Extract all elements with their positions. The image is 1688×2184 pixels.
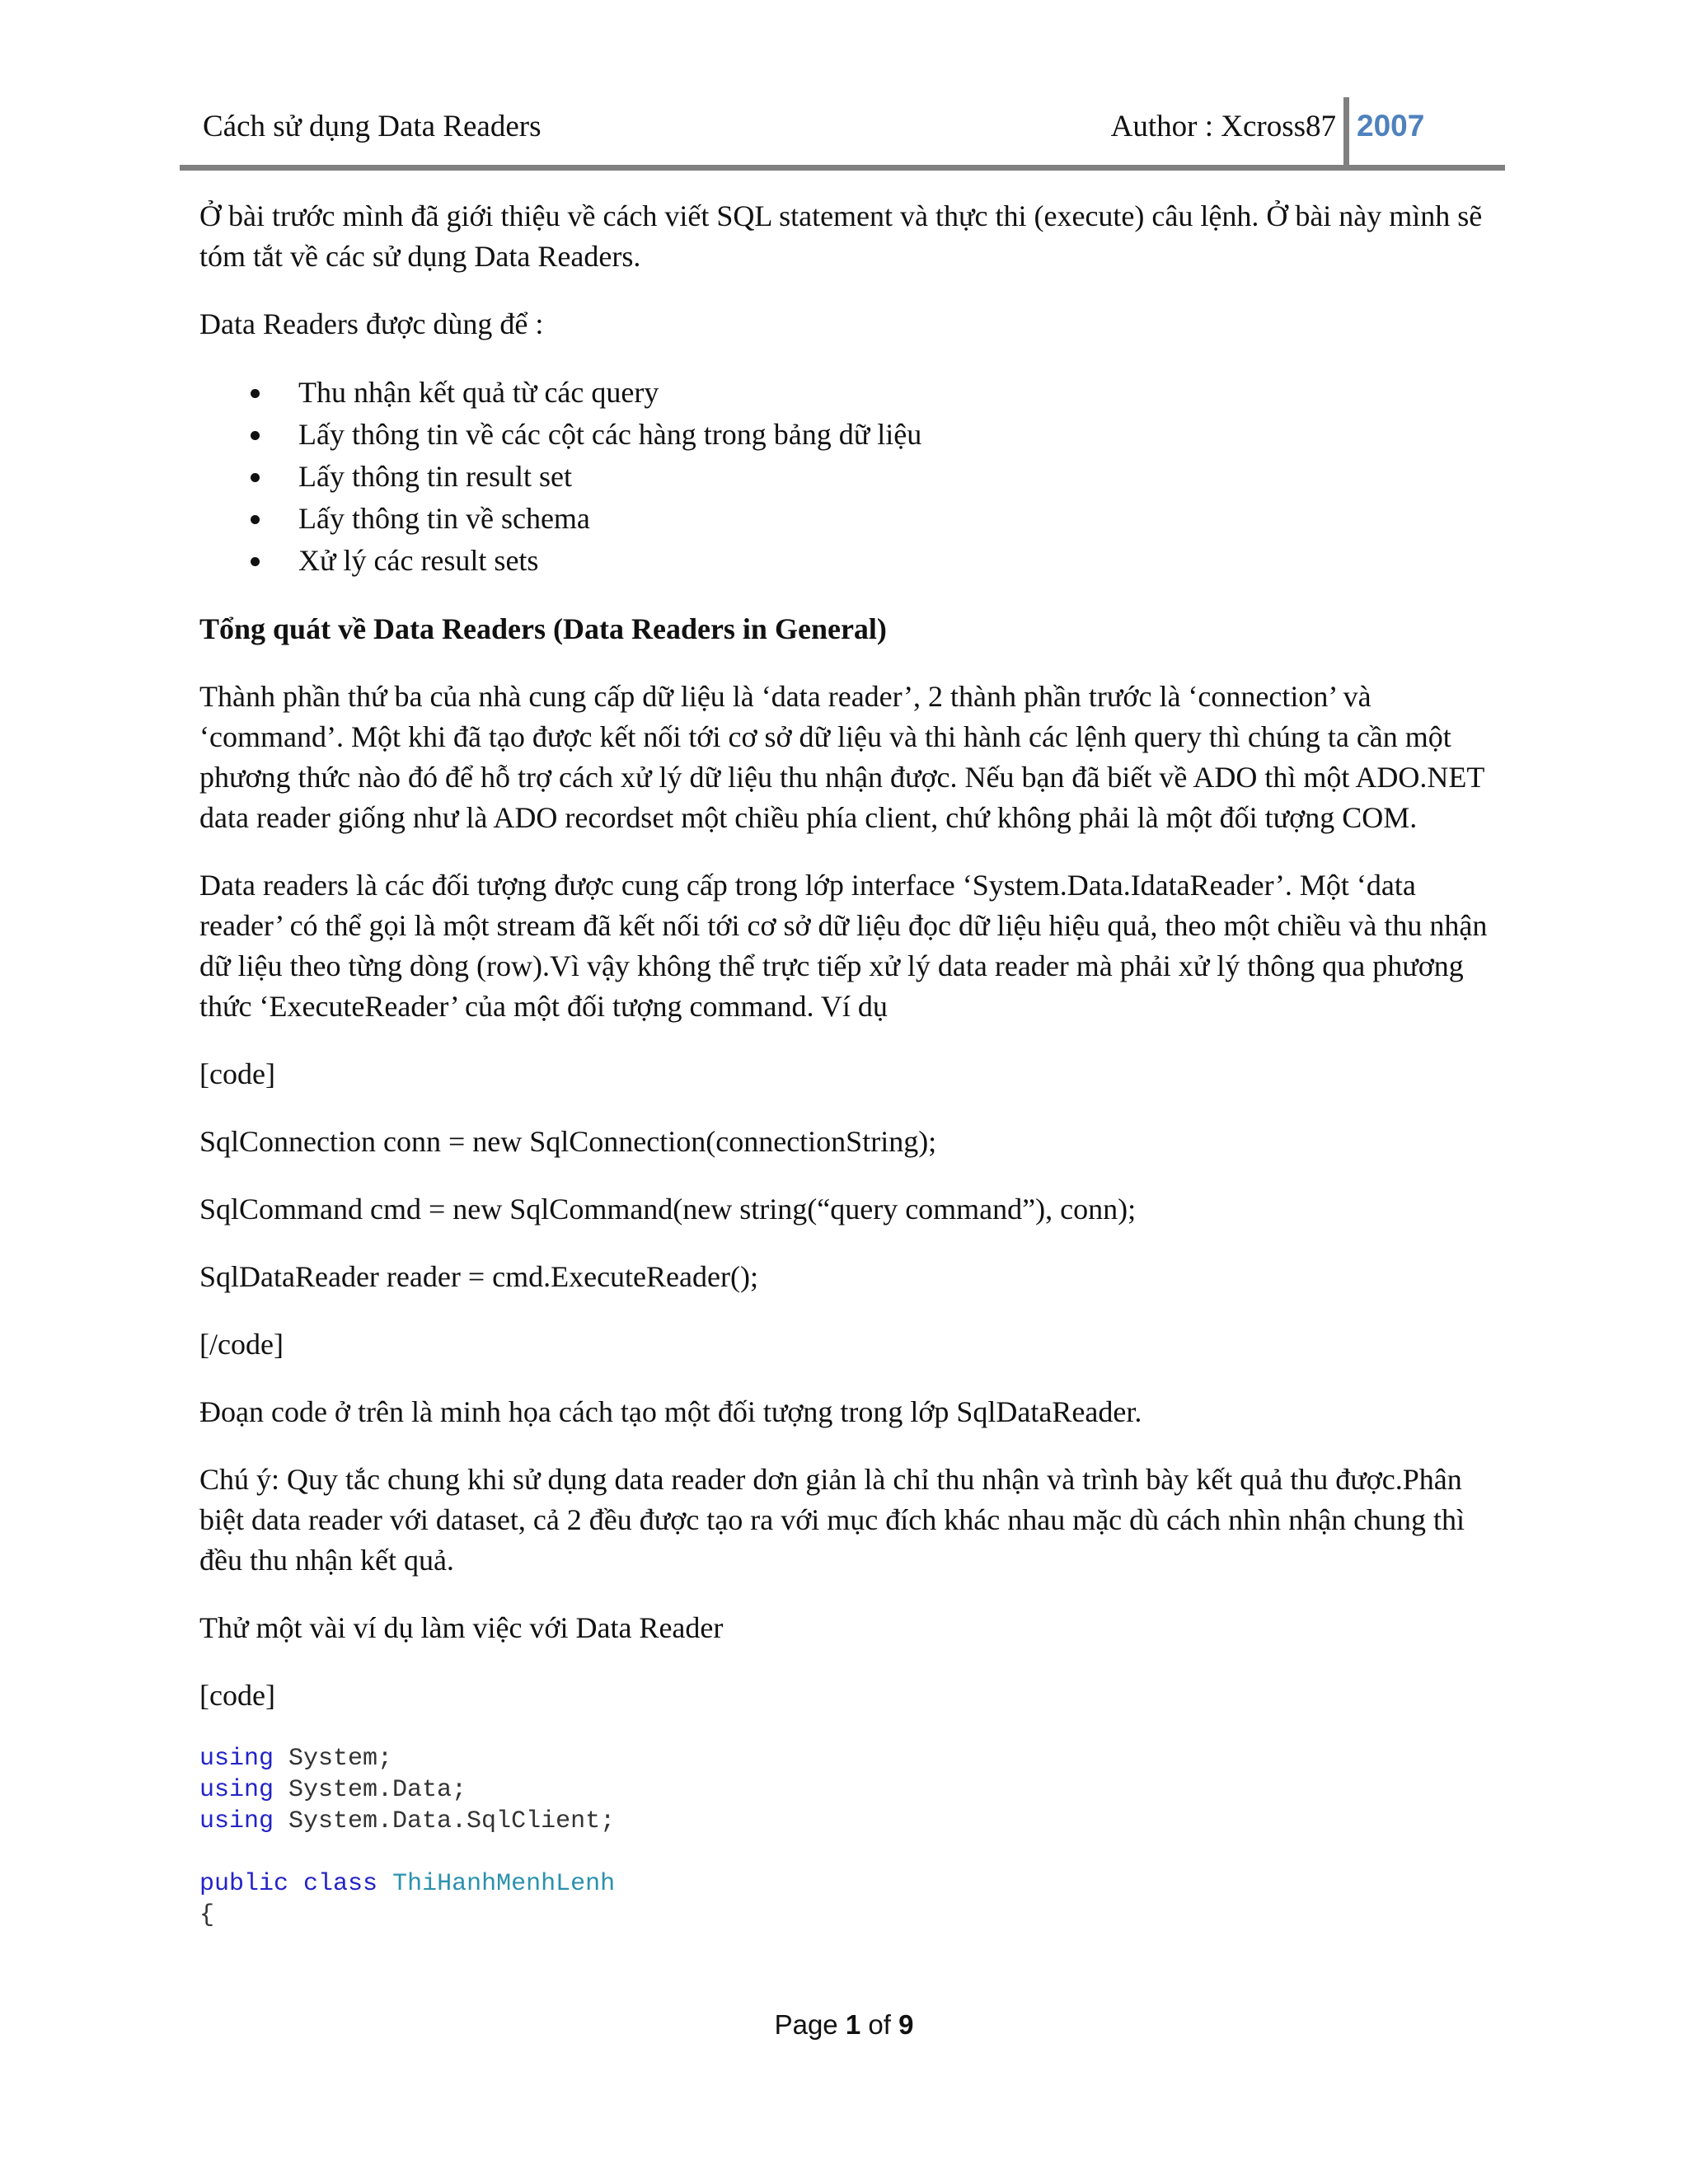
- header-year: 2007: [1357, 109, 1425, 143]
- page-number: 1: [845, 2009, 861, 2040]
- header-divider: [1343, 97, 1349, 165]
- code-open-tag: [code]: [199, 1057, 275, 1090]
- class-name: ThiHanhMenhLenh: [392, 1870, 616, 1898]
- code-blank-line: [199, 1837, 1493, 1868]
- paragraph-4: Chú ý: Quy tắc chung khi sử dụng data reader dơn giản là chỉ thu nhận và trình bày kết quả thu được.Phân biệt data reader với dataset, cả 2 đều được tạo ra với mục đích khác nhau mặc dù cách nhìn nhận chung thì đều thu nhận kết quả.: [199, 1463, 1465, 1577]
- code-line: using System;: [199, 1745, 393, 1773]
- code-line: using System.Data.SqlClient;: [199, 1807, 616, 1835]
- code-close-tag: [/code]: [199, 1328, 284, 1361]
- page-total: 9: [898, 2009, 914, 2040]
- keyword: using: [199, 1776, 274, 1804]
- paragraph-2: Data readers là các đối tượng được cung cấp trong lớp interface ‘System.Data.IdataReader’. Một ‘data reader’ có thể gọi là một stream đã kết nối tới cơ sở dữ liệu đọc dữ liệu hiệu quả, theo một chiều và thu nhận dữ liệu theo từng dòng (row).Vì vậy không thể trực tiếp xử lý data reader mà phải xử lý thông qua phương thức ‘ExecuteReader’ của một đối tượng command. Ví dụ: [199, 869, 1488, 1023]
- keyword: class: [303, 1870, 378, 1898]
- page-word: Page: [774, 2009, 838, 2040]
- bullet-icon: [251, 473, 260, 482]
- page-header: [180, 97, 1505, 171]
- page-footer: [0, 2009, 1688, 2041]
- code-line: SqlCommand cmd = new SqlCommand(new string(“query command”), conn);: [199, 1193, 1137, 1226]
- bullet-icon: [251, 431, 260, 440]
- list-item: Thu nhận kết quả từ các query: [199, 372, 1493, 414]
- intro-paragraph: Ở bài trước mình đã giới thiệu về cách viết SQL statement và thực thi (execute) câu lệnh. Ở bài này mình sẽ tóm tắt về các sử dụng Data Readers.: [199, 199, 1483, 273]
- code-line: SqlDataReader reader = cmd.ExecuteReader();: [199, 1260, 758, 1293]
- bullet-icon: [251, 557, 260, 566]
- uses-list: [199, 372, 1493, 582]
- of-word: of: [868, 2009, 891, 2040]
- paragraph-3: Đoạn code ở trên là minh họa cách tạo một đối tượng trong lớp SqlDataReader.: [199, 1395, 1142, 1428]
- code-line: using System.Data;: [199, 1776, 467, 1804]
- code-open-tag: [code]: [199, 1679, 275, 1712]
- bullet-icon: [251, 389, 260, 398]
- paragraph-1: Thành phần thứ ba của nhà cung cấp dữ liệu là ‘data reader’, 2 thành phần trước là ‘connection’ và ‘command’. Một khi đã tạo được kết nối tới cơ sở dữ liệu và thi hành các lệnh query thì chúng ta cần một phương thức nào đó để hỗ trợ cách xử lý dữ liệu thu nhận được. Nếu bạn đã biết về ADO thì một ADO.NET data reader giống như là ADO recordset một chiều phía client, chứ không phải là một đối tượng COM.: [199, 680, 1484, 834]
- keyword: using: [199, 1807, 274, 1835]
- document-body: [199, 196, 1493, 1931]
- code-line: SqlConnection conn = new SqlConnection(connectionString);: [199, 1125, 937, 1158]
- list-item: Lấy thông tin result set: [199, 456, 1493, 498]
- author-label: Author : Xcross87: [1110, 110, 1336, 143]
- code-block: [199, 1743, 1493, 1931]
- list-item: Xử lý các result sets: [199, 540, 1493, 582]
- code-line: {: [199, 1901, 215, 1929]
- section-heading: Tổng quát về Data Readers (Data Readers in General): [199, 612, 887, 645]
- list-item: Lấy thông tin về các cột các hàng trong bảng dữ liệu: [199, 414, 1493, 456]
- uses-intro: Data Readers được dùng để :: [199, 307, 544, 340]
- bullet-icon: [251, 515, 260, 524]
- paragraph-5: Thử một vài ví dụ làm việc với Data Reader: [199, 1611, 724, 1644]
- keyword: public: [199, 1870, 289, 1898]
- document-title: Cách sử dụng Data Readers: [203, 110, 542, 143]
- code-line: [199, 1868, 1493, 1900]
- list-item: Lấy thông tin về schema: [199, 498, 1493, 540]
- keyword: using: [199, 1745, 274, 1773]
